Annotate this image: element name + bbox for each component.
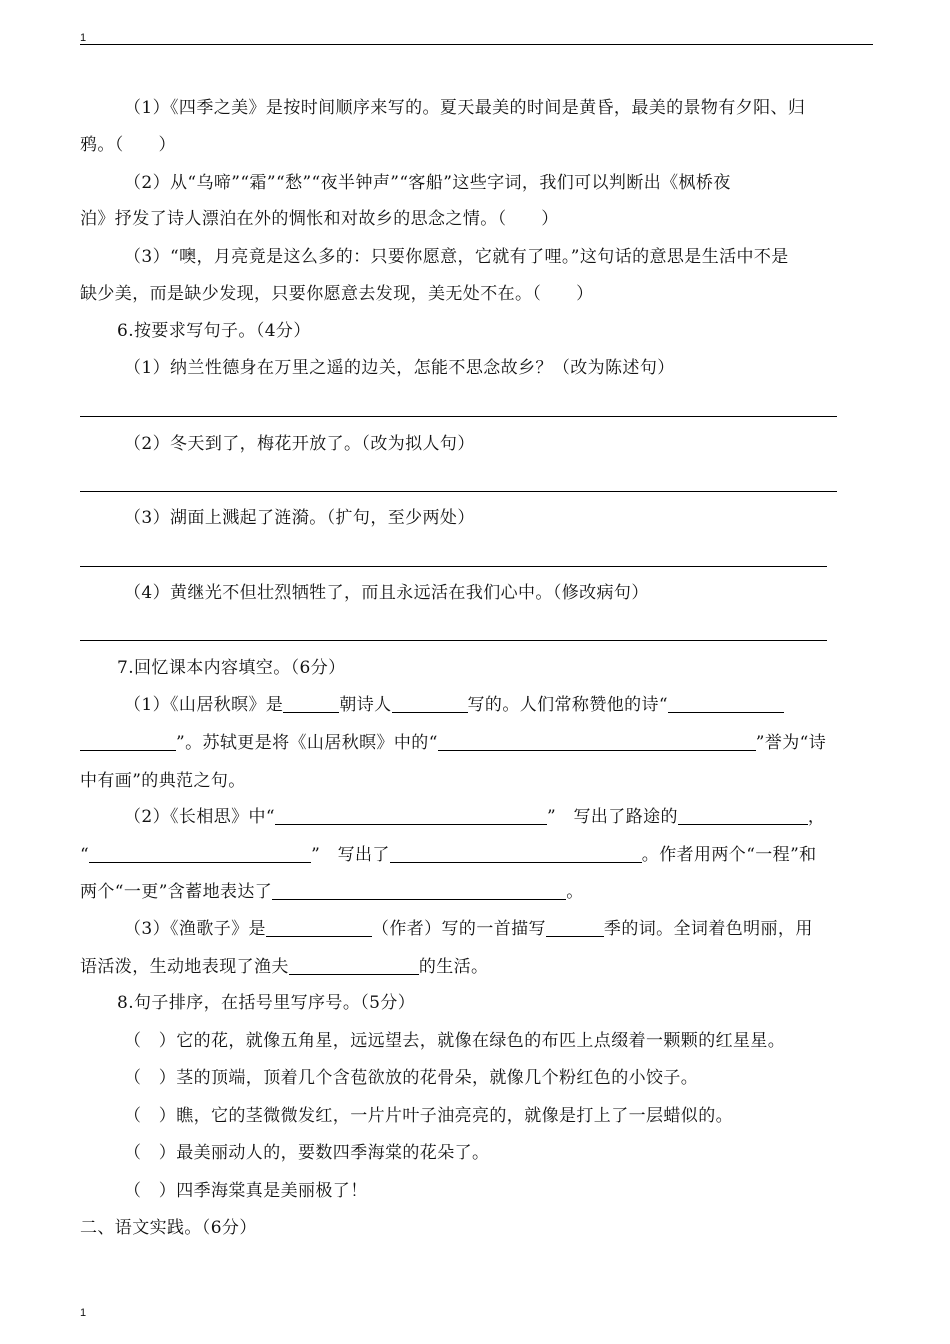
q6-answer-line-2[interactable] xyxy=(80,491,837,492)
q7-part1-text-d: ”。苏轼更是将《山居秋暝》中的“ xyxy=(176,733,438,753)
q8-item-4: （ ）最美丽动人的，要数四季海棠的花朵了。 xyxy=(124,1143,490,1163)
q7-part1-line-3: 中有画”的典范之句。 xyxy=(80,771,246,791)
q7-part1-text-a: （1）《山居秋暝》是 xyxy=(124,695,284,715)
section-2-title: 二、语文实践。（6分） xyxy=(80,1218,257,1238)
q7-part1-line-1 xyxy=(124,694,784,716)
header-rule xyxy=(80,44,873,45)
q8-item-3: （ ）瞧，它的茎微微发红，一片片叶子油亮亮的，就像是打上了一层蜡似的。 xyxy=(124,1106,733,1126)
q7-part1-text-c: 写的。人们常称赞他的诗“ xyxy=(467,695,669,715)
q7-part1-text-b: 朝诗人 xyxy=(339,695,392,715)
q7-blank-season[interactable] xyxy=(546,918,604,937)
q7-part2-text-c: ， xyxy=(807,807,826,827)
q7-part2-text-g: 两个“一更”含蓄地表达了 xyxy=(80,882,273,902)
q6-answer-line-3[interactable] xyxy=(80,566,827,567)
q7-part2-line-2 xyxy=(80,844,817,866)
q8-item-1: （ ）它的花，就像五角星，远远望去，就像在绿色的布匹上点缀着一颗颗的红星星。 xyxy=(124,1031,786,1051)
q7-part2-line-1 xyxy=(124,806,825,828)
q7-part3-text-d: 语活泼，生动地表现了渔夫 xyxy=(80,957,289,977)
judge-item-3-line-2: 缺少美，而是缺少发现，只要你愿意去发现，美无处不在。（ ） xyxy=(80,284,594,304)
q7-blank-poet[interactable] xyxy=(392,694,468,713)
header-page-number: 1 xyxy=(80,32,87,44)
q7-title: 7.回忆课本内容填空。（6分） xyxy=(117,658,346,678)
q6-item-2: （2）冬天到了，梅花开放了。（改为拟人句） xyxy=(124,434,475,454)
q6-item-3: （3）湖面上溅起了涟漪。（扩句，至少两处） xyxy=(124,508,475,528)
judge-item-2-line-2: 泊》抒发了诗人漂泊在外的惆怅和对故乡的思念之情。（ ） xyxy=(80,209,559,229)
footer-page-number: 1 xyxy=(80,1307,87,1319)
q6-answer-line-1[interactable] xyxy=(80,416,837,417)
q7-part2-text-e: ” 写出了 xyxy=(311,845,390,865)
q8-item-2: （ ）茎的顶端，顶着几个含苞欲放的花骨朵，就像几个粉红色的小饺子。 xyxy=(124,1068,699,1088)
q7-part2-text-a: （2）《长相思》中“ xyxy=(124,807,276,827)
q7-part2-text-d: “ xyxy=(80,845,90,865)
judge-item-3-line-1: （3）“噢，月亮竟是这么多的：只要你愿意，它就有了哩。”这句话的意思是生活中不是 xyxy=(124,247,789,267)
q7-part2-line-3 xyxy=(80,881,584,903)
q7-part3-text-c: 季的词。全词着色明丽，用 xyxy=(603,919,813,939)
q6-item-1: （1）纳兰性德身在万里之遥的边关，怎能不思念故乡？（改为陈述句） xyxy=(124,358,675,378)
q7-blank-fisherman-life[interactable] xyxy=(289,956,419,975)
judge-item-1-line-1: （1）《四季之美》是按时间顺序来写的。夏天最美的时间是黄昏，最美的景物有夕阳、归 xyxy=(124,98,806,118)
q7-part2-text-b: ” 写出了路途的 xyxy=(547,807,678,827)
q8-item-5: （ ）四季海棠真是美丽极了！ xyxy=(124,1181,368,1201)
q7-blank-expressed[interactable] xyxy=(272,881,566,900)
q7-blank-author[interactable] xyxy=(266,918,372,937)
q7-blank-praise-start[interactable] xyxy=(668,694,784,713)
q7-part3-text-e: 的生活。 xyxy=(418,957,489,977)
q7-part2-text-f: 。作者用两个“一程”和 xyxy=(641,845,817,865)
q7-part1-text-e: ”誉为“诗 xyxy=(755,733,827,753)
q7-part3-line-2 xyxy=(80,956,488,978)
q7-blank-praise-end[interactable] xyxy=(80,732,176,751)
q7-part3-line-1 xyxy=(124,918,813,940)
q7-part3-text-a: （3）《渔歌子》是 xyxy=(124,919,266,939)
q6-answer-line-4[interactable] xyxy=(80,640,827,641)
q7-blank-quote[interactable] xyxy=(438,732,756,751)
q7-blank-changxiangsi-1[interactable] xyxy=(275,806,547,825)
q7-blank-journey[interactable] xyxy=(678,806,808,825)
q7-part2-text-h: 。 xyxy=(566,882,584,902)
q6-item-4: （4）黄继光不但壮烈牺牲了，而且永远活在我们心中。（修改病句） xyxy=(124,583,649,603)
judge-item-1-line-2: 鸦。（ ） xyxy=(80,135,176,155)
q6-title: 6.按要求写句子。（4分） xyxy=(117,321,311,341)
q7-blank-described[interactable] xyxy=(390,844,642,863)
q7-blank-dynasty[interactable] xyxy=(283,694,339,713)
q7-blank-changxiangsi-2[interactable] xyxy=(89,844,311,863)
q7-part3-text-b: （作者）写的一首描写 xyxy=(371,919,546,939)
judge-item-2-line-1: （2）从“乌啼”“霜”“愁”“夜半钟声”“客船”这些字词，我们可以判断出《枫桥夜 xyxy=(124,173,731,193)
q7-part1-line-2 xyxy=(80,732,826,754)
q8-title: 8.句子排序，在括号里写序号。（5分） xyxy=(117,993,416,1013)
